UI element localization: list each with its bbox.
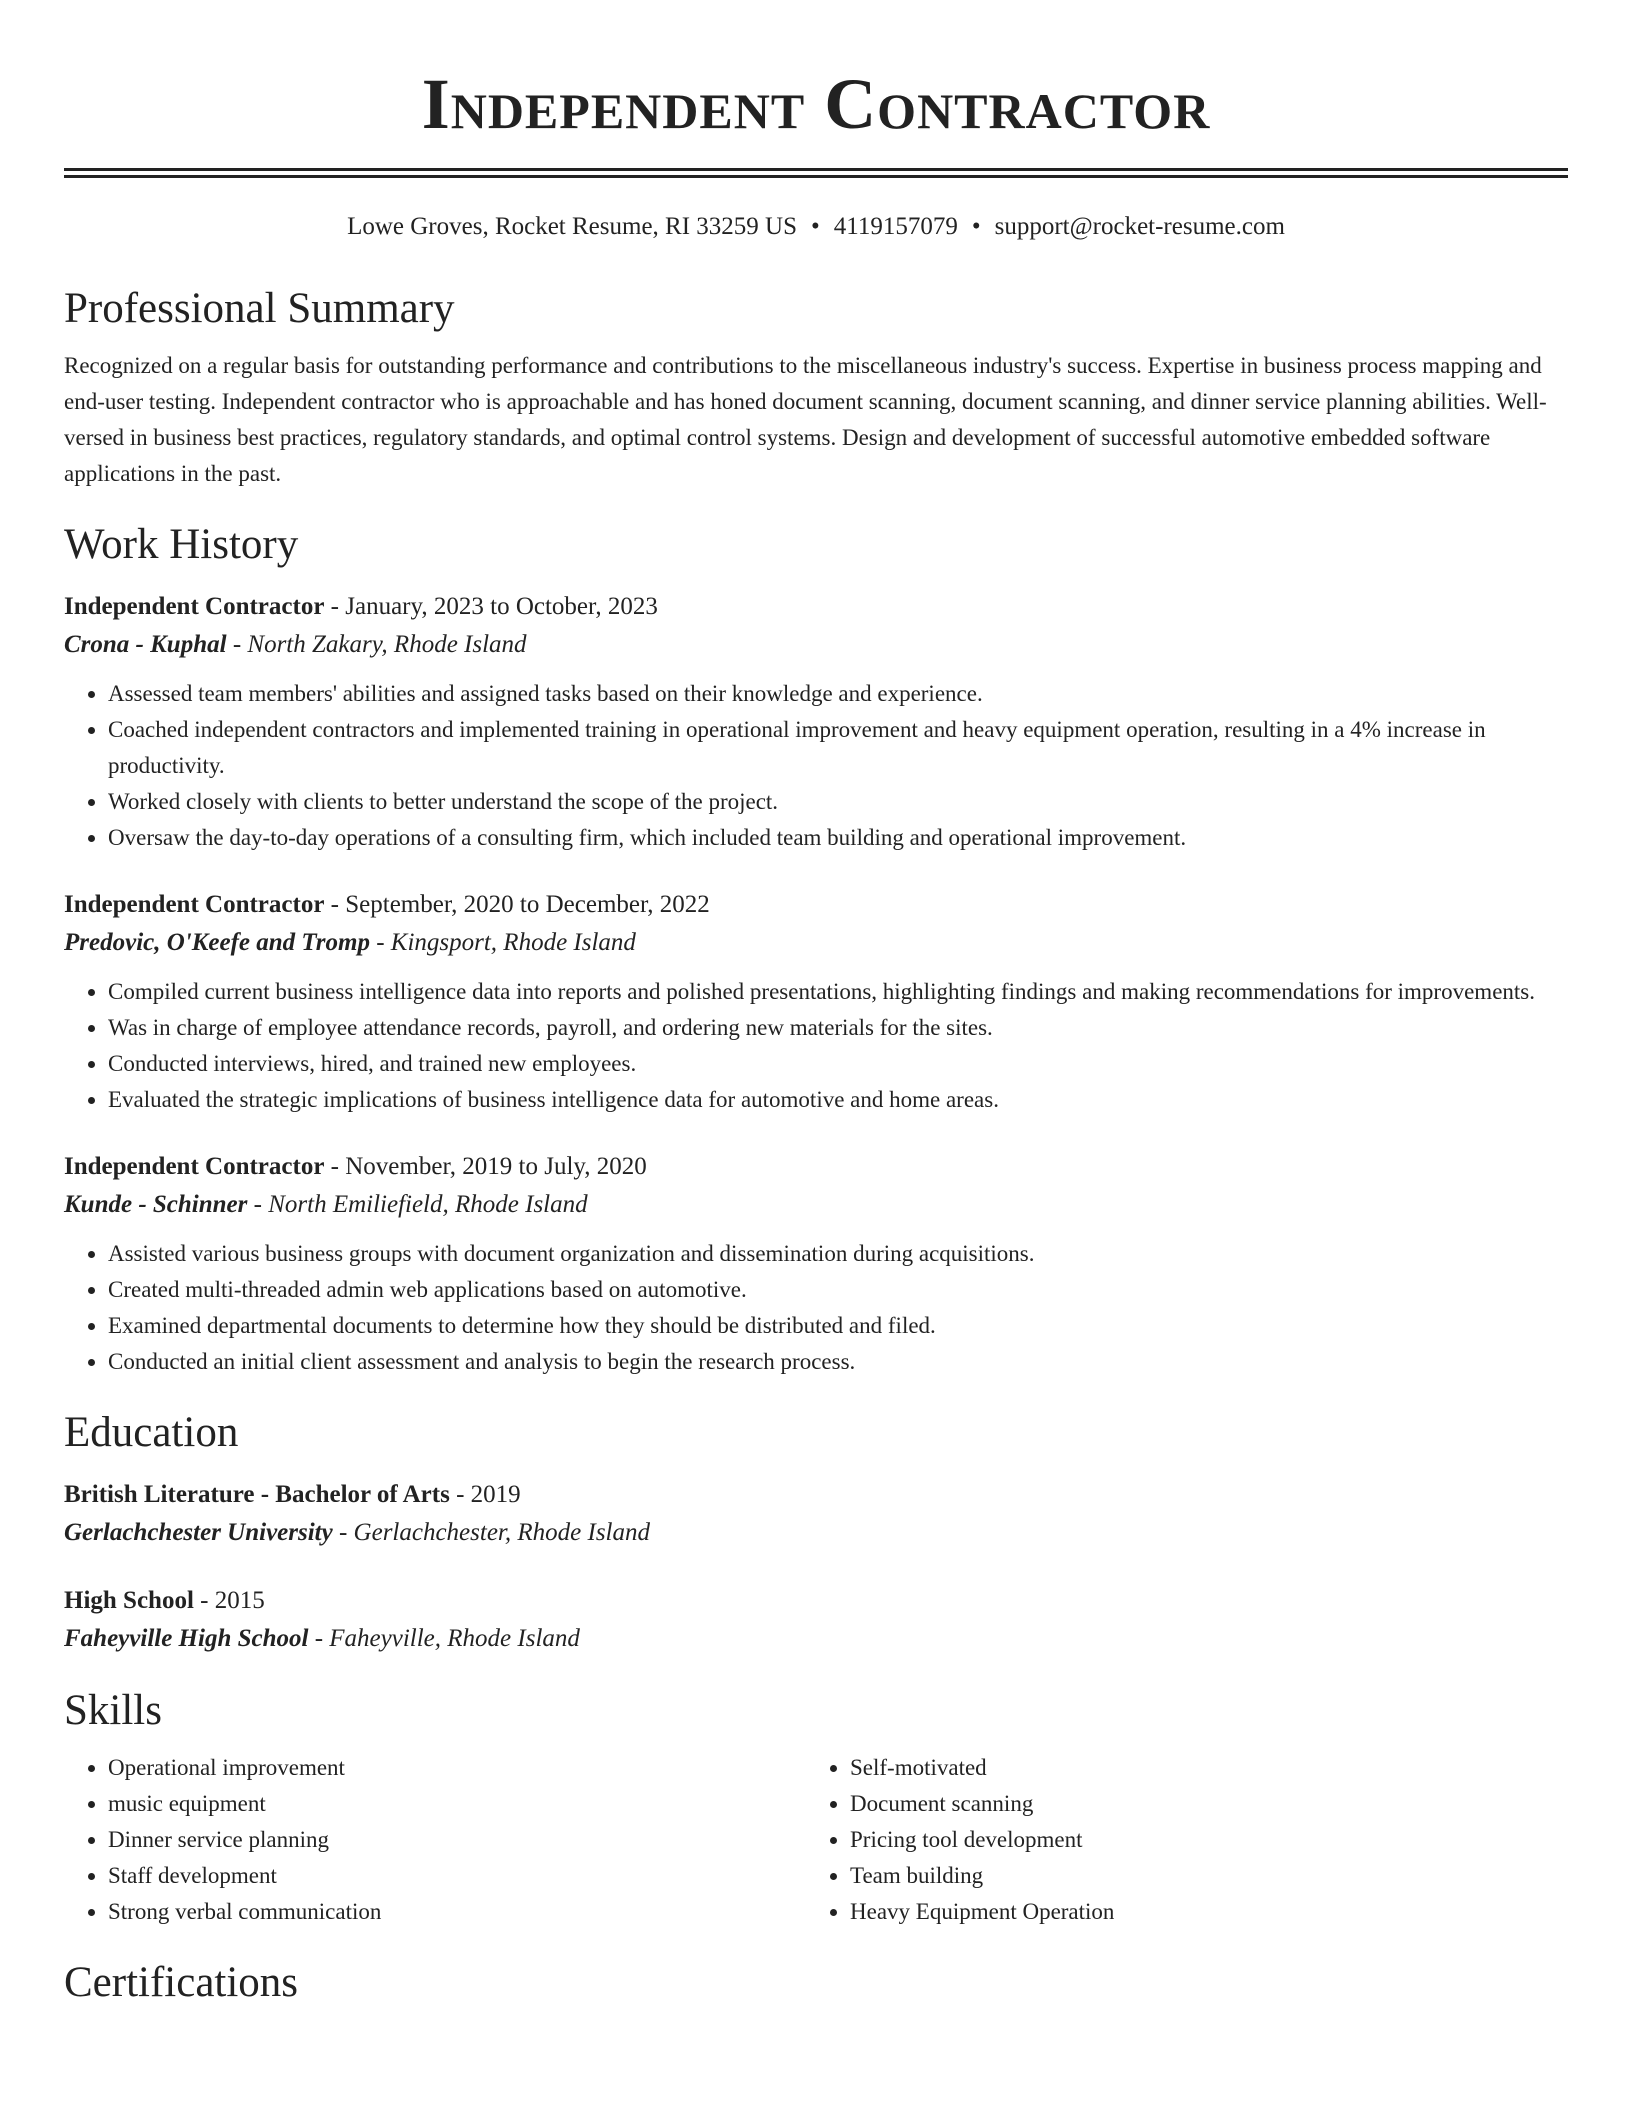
job-bullet: • Worked closely with clients to better understand the scope of the project. [108, 784, 1568, 820]
education-degree: British Literature - Bachelor of Arts [64, 1481, 450, 1508]
job-role: Independent Contractor [64, 593, 325, 620]
title-double-rule [64, 168, 1568, 178]
education-degree-line [64, 1476, 1568, 1514]
education-entry [64, 1582, 1568, 1658]
contact-line [64, 212, 1568, 242]
skill-item: • Heavy Equipment Operation [850, 1894, 1548, 1930]
job-bullets [64, 974, 1568, 1118]
job-bullet: • Assessed team members' abilities and assigned tasks based on their knowledge and experience. [108, 676, 1568, 712]
job-title-line [64, 1148, 1568, 1186]
job-bullet: • Compiled current business intelligence data into reports and polished presentations, highlighting findings and making recommendations for improvements. [108, 974, 1568, 1010]
education-degree: High School [64, 1587, 194, 1614]
education-school-line [64, 1620, 1568, 1658]
job-bullet: • Conducted interviews, hired, and trained new employees. [108, 1046, 1568, 1082]
job-bullet: • Assisted various business groups with document organization and dissemination during acquisitions. [108, 1236, 1568, 1272]
skill-item: • Self-motivated [850, 1750, 1548, 1786]
education-school: Gerlachchester University [64, 1519, 333, 1546]
job-role: Independent Contractor [64, 891, 325, 918]
job-bullets [64, 1236, 1568, 1380]
skill-item: • Dinner service planning [108, 1822, 806, 1858]
skills-column-left [64, 1750, 806, 1930]
education-school-line [64, 1514, 1568, 1552]
job-bullet: • Examined departmental documents to determine how they should be distributed and filed. [108, 1308, 1568, 1344]
education-entry [64, 1476, 1568, 1552]
summary-text: Recognized on a regular basis for outstanding performance and contributions to the miscellaneous industry's success. Expertise in business process mapping and end-user testing. Independent contractor who is approachable and has honed document scanning, document scanning, and dinner service planning abilities. Well-versed in business best practices, regulatory standards, and optimal control systems. Design and development of successful automotive embedded software applications in the past. [64, 353, 1547, 486]
contact-email: support@rocket-resume.com [994, 213, 1285, 240]
skill-item: • Staff development [108, 1858, 806, 1894]
job-bullet: • Created multi-threaded admin web applications based on automotive. [108, 1272, 1568, 1308]
contact-separator: • [971, 213, 981, 240]
job-company: Kunde - Schinner [64, 1191, 248, 1218]
education-year: - 2015 [193, 1587, 265, 1614]
skills-grid [64, 1750, 1568, 1930]
job-role: Independent Contractor [64, 1153, 325, 1180]
job-bullet: • Coached independent contractors and implemented training in operational improvement and heavy equipment operation, resulting in a 4% increase in productivity. [108, 712, 1568, 784]
skill-item: • Document scanning [850, 1786, 1548, 1822]
skill-item: • Team building [850, 1858, 1548, 1894]
job-dates: - January, 2023 to October, 2023 [324, 593, 658, 620]
job-title-line [64, 886, 1568, 924]
certifications-heading: Certifications [64, 1959, 299, 2006]
job-entry [64, 588, 1568, 856]
education-heading: Education [64, 1409, 239, 1456]
skills-heading: Skills [64, 1687, 162, 1734]
summary-heading: Professional Summary [64, 285, 455, 332]
job-bullet: • Conducted an initial client assessment and analysis to begin the research process. [108, 1344, 1568, 1380]
job-entry [64, 886, 1568, 1118]
job-company-line [64, 1186, 1568, 1224]
contact-phone: 4119157079 [833, 213, 958, 240]
job-company-line [64, 924, 1568, 962]
job-title-line [64, 588, 1568, 626]
job-bullet: • Oversaw the day-to-day operations of a consulting firm, which included team building and operational improvement. [108, 820, 1568, 856]
education-degree-line [64, 1582, 1568, 1620]
education-location: - Gerlachchester, Rhode Island [332, 1519, 651, 1546]
education-location: - Faheyville, Rhode Island [308, 1625, 580, 1652]
job-dates: - November, 2019 to July, 2020 [324, 1153, 647, 1180]
education-year: - 2019 [449, 1481, 521, 1508]
resume-title: Independent Contractor [421, 64, 1211, 144]
skill-item: • music equipment [108, 1786, 806, 1822]
skill-item: • Operational improvement [108, 1750, 806, 1786]
job-company-line [64, 626, 1568, 664]
job-company: Crona - Kuphal [64, 631, 227, 658]
job-bullets [64, 676, 1568, 856]
job-entry [64, 1148, 1568, 1380]
work-history-heading: Work History [64, 521, 299, 568]
job-location: - North Zakary, Rhode Island [226, 631, 527, 658]
skills-column-right [806, 1750, 1548, 1930]
job-dates: - September, 2020 to December, 2022 [324, 891, 710, 918]
job-bullet: • Evaluated the strategic implications of business intelligence data for automotive and home areas. [108, 1082, 1568, 1118]
job-location: - Kingsport, Rhode Island [369, 929, 636, 956]
contact-separator: • [811, 213, 820, 240]
contact-address: Lowe Groves, Rocket Resume, RI 33259 US [347, 213, 798, 240]
job-location: - North Emiliefield, Rhode Island [247, 1191, 588, 1218]
job-company: Predovic, O'Keefe and Tromp [64, 929, 370, 956]
skill-item: • Pricing tool development [850, 1822, 1548, 1858]
job-bullet: • Was in charge of employee attendance records, payroll, and ordering new materials for the sites. [108, 1010, 1568, 1046]
resume-page [64, 0, 1568, 2008]
skill-item: • Strong verbal communication [108, 1894, 806, 1930]
education-school: Faheyville High School [64, 1625, 309, 1652]
